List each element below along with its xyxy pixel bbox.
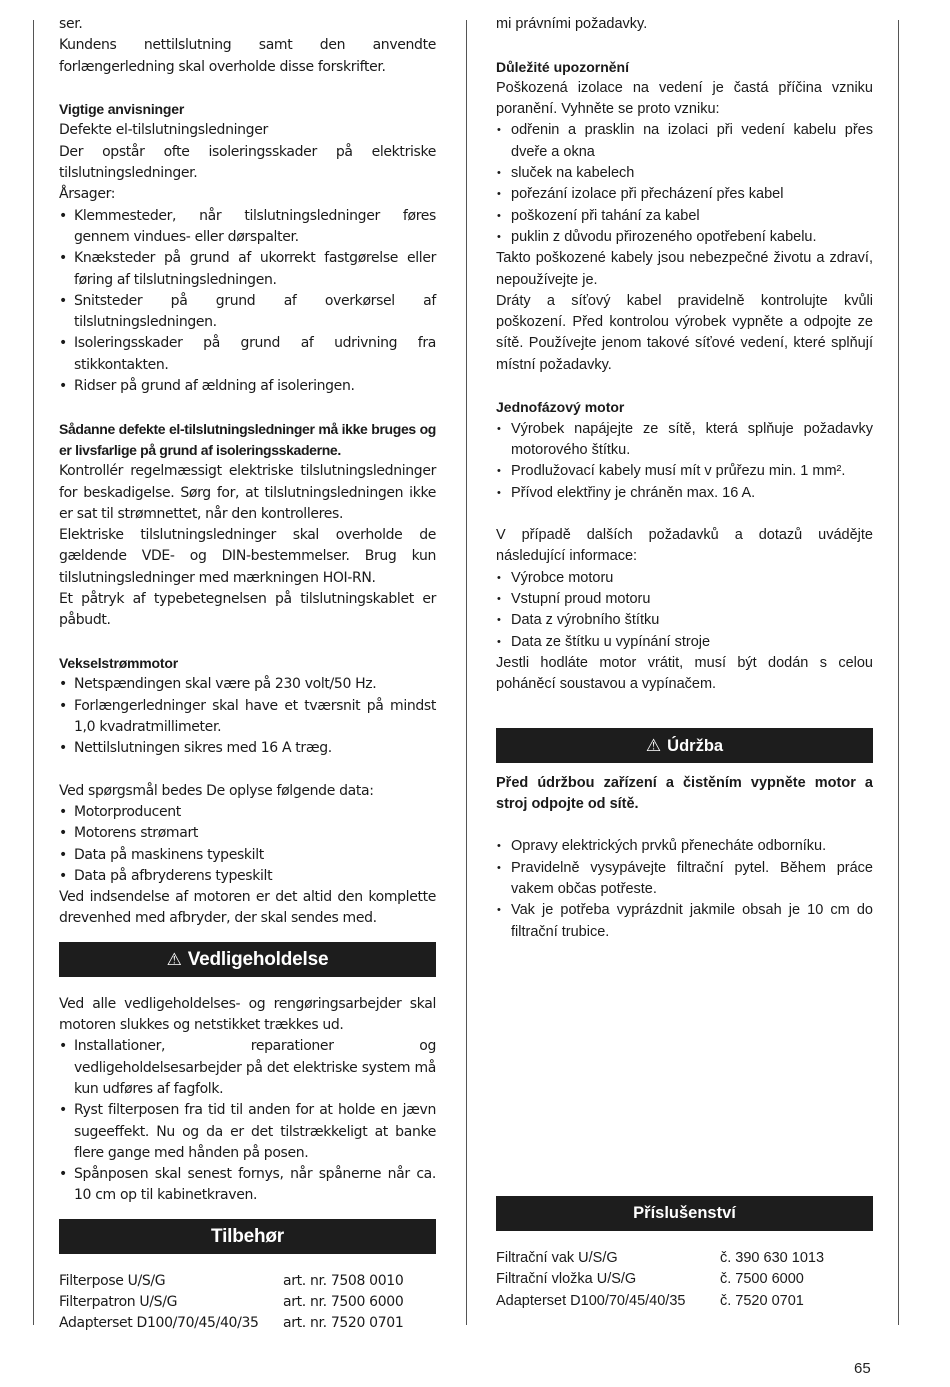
list-item: • Forlængerledninger skal have et tværsnit på mindst 1,0 kvadratmillimeter. (59, 696, 436, 739)
list-item: • Klemmesteder, når tilslutningsledninger føres gennem vindues- eller dørspalter. (59, 206, 436, 249)
single-phase-list (496, 419, 873, 504)
paragraph: Poškozená izolace na vedení je častá příčina vzniku poranění. Vyhněte se proto vzniku: (496, 79, 873, 118)
list-item: • puklin z důvodu přirozeného opotřebení kabelu. (496, 227, 873, 248)
banner-title: Příslušenství (633, 1204, 736, 1222)
section-heading: Vigtige anvisninger (59, 101, 185, 118)
list-item: • Spånposen skal senest fornys, når spånerne når ca. 10 cm op til kabinetkraven. (59, 1164, 436, 1207)
questions-list (496, 568, 873, 653)
paragraph: Kundens nettilslutning samt den anvendte forlængerledning skal overholde disse forskrifter. (59, 37, 436, 75)
paragraph: Et påtryk af typebetegnelsen på tilslutningskablet er påbudt. (59, 591, 436, 629)
section-heading: Vekselstrømmotor (59, 654, 178, 671)
list-item: • Data ze štítku u vypínání stroje (496, 632, 873, 653)
maintenance-bold-text: Před údržbou zařízení a čistěním vypněte motor a stroj odpojte od sítě. (496, 774, 873, 812)
maintenance-banner (496, 728, 873, 763)
table-row (496, 1248, 873, 1269)
list-item: • Ryst filterposen fra tid til anden for at holde en jævn sugeeffekt. Nu og da er det tilstrækkeligt at banke flere gange med hånden på posen. (59, 1100, 436, 1164)
right-margin-rule (898, 20, 899, 1325)
list-item: • Opravy elektrických prvků přenecháte odborníku. (496, 836, 873, 857)
accessories-banner (59, 1219, 436, 1254)
paragraph: Dráty a síťový kabel pravidelně kontrolujte kvůli poškození. Před kontrolou výrobek vypněte a odpojte ze sítě. Používejte jenom takové síťové vedení, které splňují místní požadavky. (496, 292, 873, 373)
table-row (59, 1313, 436, 1334)
paragraph: V případě dalších požadavků a dotazů uvádějte následující informace: (496, 527, 873, 565)
accessories-banner (496, 1196, 873, 1231)
list-item: • Isoleringsskader på grund af udrivning fra stikkontakten. (59, 333, 436, 376)
ac-motor-list (59, 674, 436, 759)
list-item: • Vak je potřeba vyprázdnit jakmile obsah je 10 cm do filtrační trubice. (496, 900, 873, 943)
list-item: • odřenin a prasklin na izolaci při vedení kabelu přes dveře a okna (496, 120, 873, 163)
table-row (496, 1291, 873, 1312)
banner-title: Tilbehør (211, 1225, 284, 1247)
accessories-table (59, 1271, 436, 1335)
warning-bold-text: Sådanne defekte el-tilslutningsledninger må ikke bruges og er livsfarlige på grund af isoleringsskaderne. (59, 420, 436, 458)
part-name: Filtrační vložka U/S/G (496, 1271, 637, 1288)
causes-list (496, 120, 873, 248)
questions-list (59, 802, 436, 887)
table-row (59, 1292, 436, 1313)
list-item: • Prodlužovací kabely musí mít v průřezu min. 1 mm². (496, 461, 873, 482)
list-item: • Výrobek napájejte ze sítě, která splňuje požadavky motorového štítku. (496, 419, 873, 462)
continued-text: ser. (59, 16, 83, 32)
list-item: • pořezání izolace při přecházení přes kabel (496, 184, 873, 205)
list-item: • Nettilslutningen sikres med 16 A træg. (59, 738, 436, 759)
list-item: • Motorens strømart (59, 823, 436, 844)
list-item: • Netspændingen skal være på 230 volt/50 Hz. (59, 674, 436, 695)
part-number: č. 390 630 1013 (720, 1250, 825, 1266)
maintenance-list (59, 1036, 436, 1206)
paragraph: Årsager: (59, 186, 116, 203)
maintenance-banner (59, 942, 436, 977)
part-name: Adapterset D100/70/45/40/35 (59, 1315, 259, 1332)
paragraph: Elektriske tilslutningsledninger skal overholde de gældende VDE- og DIN-bestemmelser. Brug kun tilslutningsledninger med mærkningen HOI-RN. (59, 527, 436, 586)
danish-column (59, 14, 436, 1335)
list-item: • Výrobce motoru (496, 568, 873, 589)
part-name: Filterpatron U/S/G (59, 1294, 178, 1311)
continued-text: mi právními požadavky. (496, 16, 648, 32)
czech-column (496, 14, 873, 1309)
paragraph: Ved indsendelse af motoren er det altid den komplette drevenhed med afbryder, der skal sendes med. (59, 889, 436, 927)
list-item: • Data på maskinens typeskilt (59, 845, 436, 866)
column-divider-rule (466, 20, 467, 1325)
part-name: Filterpose U/S/G (59, 1272, 166, 1289)
paragraph: Ved spørgsmål bedes De oplyse følgende data: (59, 782, 374, 799)
table-row (496, 1269, 873, 1290)
list-item: • Data på afbryderens typeskilt (59, 866, 436, 887)
part-number: č. 7520 0701 (720, 1292, 804, 1309)
section-heading: Jednofázový motor (496, 399, 625, 416)
list-item: • poškození při tahání za kabel (496, 206, 873, 227)
banner-title: Údržba (667, 736, 724, 755)
list-item: • Ridser på grund af ældning af isoleringen. (59, 376, 436, 397)
section-heading: Důležité upozornění (496, 58, 629, 75)
causes-list (59, 206, 436, 398)
table-row (59, 1271, 436, 1292)
page-number: 65 (854, 1360, 871, 1377)
part-number: art. nr. 7520 0701 (283, 1315, 404, 1332)
list-item: • Vstupní proud motoru (496, 589, 873, 610)
list-item: • Pravidelně vysypávejte filtrační pytel. Během práce vakem občas potřeste. (496, 858, 873, 901)
paragraph: Jestli hodláte motor vrátit, musí být dodán s celou poháněcí soustavou a vypínačem. (496, 654, 873, 693)
list-item: • Data z výrobního štítku (496, 610, 873, 631)
warning-triangle-icon: ⚠ (645, 735, 662, 755)
banner-title: Vedligeholdelse (187, 948, 329, 970)
part-name: Adapterset D100/70/45/40/35 (496, 1292, 686, 1309)
list-item: • sluček na kabelech (496, 163, 873, 184)
list-item: • Motorproducent (59, 802, 436, 823)
list-item: • Přívod elektřiny je chráněn max. 16 A. (496, 483, 873, 504)
paragraph: Kontrollér regelmæssigt elektriske tilslutningsledninger for beskadigelse. Sørg for, at tilslutningsledningen ikke er sat til strømnettet, når den kontrolleres. (59, 463, 436, 522)
paragraph: Defekte el-tilslutningsledninger (59, 122, 268, 139)
paragraph: Takto poškozené kabely jsou nebezpečné životu a zdraví, nepoužívejte je. (496, 250, 873, 288)
list-item: • Knæksteder på grund af ukorrekt fastgørelse eller føring af tilslutningsledningen. (59, 248, 436, 291)
part-number: č. 7500 6000 (720, 1271, 804, 1288)
part-number: art. nr. 7508 0010 (283, 1272, 404, 1289)
maintenance-list (496, 836, 873, 942)
paragraph: Ved alle vedligeholdelses- og rengøringsarbejder skal motoren slukkes og netstikket trækkes ud. (59, 995, 436, 1034)
part-name: Filtrační vak U/S/G (496, 1250, 618, 1266)
part-number: art. nr. 7500 6000 (283, 1294, 404, 1311)
list-item: • Installationer, reparationer og vedligeholdelsesarbejder på det elektriske system må kun udføres af fagfolk. (59, 1036, 436, 1100)
left-margin-rule (33, 20, 34, 1325)
warning-triangle-icon: ⚠ (166, 949, 182, 969)
list-item: • Snitsteder på grund af overkørsel af tilslutningsledningen. (59, 291, 436, 334)
accessories-table (496, 1248, 873, 1312)
paragraph: Der opstår ofte isoleringsskader på elektriske tilslutningsledninger. (59, 143, 436, 182)
